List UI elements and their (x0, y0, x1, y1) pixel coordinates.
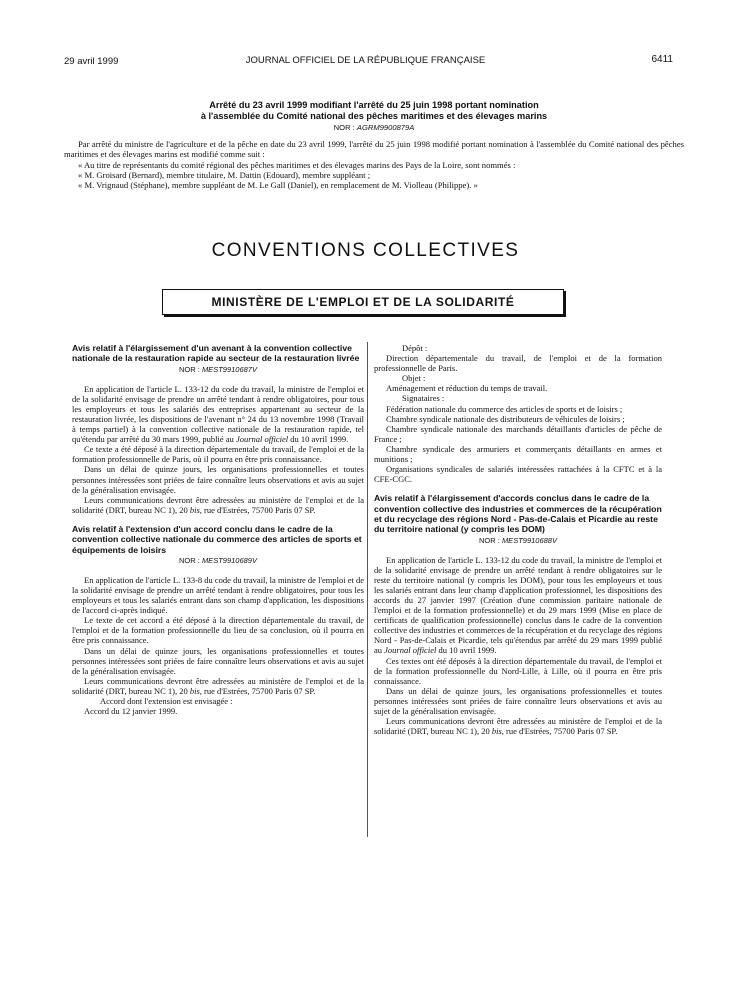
signataire-item: Chambre syndicale des armuriers et commerçants détaillants en armes et munitions ; (374, 443, 662, 465)
signataire-item: Fédération nationale du commerce des articles de sports et de loisirs ; (386, 403, 623, 414)
avis-text: Leurs communications devront être adressées au ministère de l'emploi et de la solidarité (DRT, bureau NC 1), 20 (374, 716, 662, 737)
avis-paragraph (374, 555, 662, 656)
nor-label: NOR : (179, 364, 200, 374)
avis-paragraph (72, 495, 364, 515)
objet-text: Aménagement et réduction du temps de travail. (386, 383, 548, 394)
left-column (72, 343, 364, 716)
avis-title: Avis relatif à l'extension d'un accord conclu dans le cadre de la convention collective nationale du commerce des articles de sports et équipements de loisirs (72, 523, 362, 555)
arrete-block (64, 100, 684, 190)
avis-nor (72, 365, 364, 375)
nor-code: MEST9910689V (201, 555, 257, 565)
avis-paragraph (72, 384, 364, 445)
spacer (374, 484, 662, 493)
nor-label: NOR : (179, 555, 200, 565)
arrete-body (64, 139, 684, 190)
signataire-item: Organisations syndicales de salariés intéressées rattachées à la CFTC et à la CFE-CGC. (374, 464, 662, 485)
depot-label: Dépôt : (402, 343, 428, 353)
avis-text: rue d'Estrées, 75700 Paris 07 SP. (506, 726, 618, 737)
arrete-title (64, 100, 684, 122)
avis-text: du 10 avril 1999. (290, 434, 349, 445)
avis-text: rue d'Estrées, 75700 Paris 07 SP. (204, 685, 316, 696)
avis-italic-text: bis, (189, 685, 202, 696)
avis-text: rue d'Estrées, 75700 Paris 07 SP. (204, 504, 316, 515)
arrete-para: « Au titre de représentants du comité régional des pêches maritimes et des élevages marins des Pays de la Loire, sont nommés : (78, 159, 516, 170)
avis-paragraph: Ce texte a été déposé à la direction départementale du travail, de l'emploi et de la formation professionnelle de Paris, où il pourra en être pris connaissance. (72, 444, 364, 465)
avis-italic-text: bis, (491, 726, 504, 737)
avis-italic-text: Journal officiel (384, 645, 437, 656)
header-page-number: 6411 (651, 54, 673, 65)
arrete-nor (64, 123, 684, 132)
avis-paragraph: Accord dont l'extension est envisagée : (100, 696, 233, 707)
avis-paragraph: Le texte de cet accord a été déposé à la direction départementale du travail, de l'emploi et de la formation professionnelle du lieu de sa conclusion, où il pourra en être pris connaissance. (72, 615, 364, 646)
avis-paragraph: Dans un délai de quinze jours, les organisations professionnelles et toutes personnes intéressées sont priées de faire connaître leurs observations et avis au sujet de la généralisation envisagée. (72, 464, 364, 495)
objet-label: Objet : (402, 373, 426, 384)
column-divider (367, 342, 368, 837)
nor-code: MEST9910688V (501, 535, 557, 545)
avis-italic-text: Journal officiel (235, 434, 289, 445)
section-title: CONVENTIONS COLLECTIVES (211, 240, 520, 261)
header-journal-title: JOURNAL OFFICIEL DE LA RÉPUBLIQUE FRANÇAISE (245, 55, 486, 66)
arrete-para: Par arrêté du ministre de l'agriculture et de la pêche en date du 23 avril 1999, l'arrêté du 25 juin 1998 modifié portant nomination à l'assemblée du Comité national des pêches maritimes et des élevages marins est modifié comme suit : (64, 139, 684, 160)
avis-paragraph: Accord du 12 janvier 1999. (84, 706, 178, 717)
avis-paragraph: Dans un délai de quinze jours, les organisations professionnelles et toutes personnes intéressées sont priées de faire connaître leurs observations et avis au sujet de la généralisation envisagée. (374, 685, 662, 716)
ministry-banner (162, 289, 564, 315)
signataires-label: Signataires : (402, 393, 445, 404)
avis-title: Avis relatif à l'élargissement d'accords conclus dans le cadre de la convention collective des industries et commerces de la récupération et du recyclage des régions Nord - Pas-de-Calais et Picardie au reste du territoire national (y compris les DOM) (374, 493, 662, 535)
depot-text: Direction départementale du travail, de l'emploi et de la formation professionnelle de Paris. (374, 353, 662, 374)
avis-text: Leurs communications devront être adressées au ministère de l'emploi et de la solidarité (DRT, bureau NC 1), 20 (72, 494, 364, 515)
avis-text: du 10 avril 1999. (438, 645, 497, 656)
header-date: 29 avril 1999 (64, 56, 119, 67)
arrete-nor-code: AGRM9900879A (356, 123, 415, 132)
avis-paragraph: Ces textes ont été déposés à la direction départementale du travail, de l'emploi et de la formation professionnelle du Nord-Lille, à Lille, où il pourra en être pris connaissance. (374, 655, 662, 686)
avis-title: Avis relatif à l'élargissement d'un avenant à la convention collective nationale de la restauration rapide au secteur de la restauration livrée (72, 343, 360, 364)
ministry-label: MINISTÈRE DE L'EMPLOI ET DE LA SOLIDARITÉ (211, 295, 515, 309)
arrete-nor-label: NOR : (333, 123, 355, 132)
arrete-para: « M. Groisard (Bernard), membre titulaire, M. Dattin (Edouard), membre suppléant ; (78, 169, 371, 180)
avis-nor (72, 556, 364, 566)
arrete-para: « M. Vrignaud (Stéphane), membre suppléant de M. Le Gall (Daniel), en remplacement de M. Violleau (Philippe). » (78, 180, 478, 191)
avis-nor (374, 536, 662, 546)
spacer (72, 515, 364, 524)
right-column (374, 343, 662, 736)
nor-code: MEST9910687V (201, 364, 257, 374)
signataire-item: Chambre syndicale nationale des distributeurs de véhicules de loisirs ; (386, 413, 625, 424)
avis-text: En application de l'article L. 133-12 du code du travail, la ministre de l'emploi et de la solidarité envisage de prendre un arrêté tendant à rendre obligatoires, pour tous les employeurs et tous les salariés des entreprises appartenant au secteur de la restauration livrée, les dispositions de l'avenant n° 24 du 13 novembre 1998 (Travail à temps partiel) à la convention collective nationale de la restauration rapide, tel qu'étendu par arrêté du 30 mars 1999, publié au (72, 383, 364, 445)
nor-label: NOR : (479, 535, 500, 545)
avis-italic-text: bis, (189, 504, 202, 515)
arrete-title-line2: à l'assemblée du Comité national des pêches maritimes et des élevages marins (200, 111, 548, 121)
avis-text: Leurs communications devront être adressées au ministère de l'emploi et de la solidarité (DRT, bureau NC 1), 20 (72, 675, 364, 696)
avis-paragraph: En application de l'article L. 133-8 du code du travail, la ministre de l'emploi et de la solidarité envisage de prendre un arrêté tendant à rendre obligatoires, pour tous les employeurs et tous les salariés entrant dans son champ d'application, les dispositions de l'accord ci-après indiqué. (72, 574, 364, 616)
avis-text: En application de l'article L. 133-12 du code du travail, la ministre de l'emploi et de la solidarité envisage de prendre un arrêté tendant à rendre obligatoires sur le reste du territoire national (y compris les DOM), pour tous les employeurs et tous les salariés entrant dans leur champ d'application professionnel, les dispositions des accords du 27 janvier 1997 (Création d'une commission paritaire nationale de l'emploi et de la formation professionnelle) et du 29 mars 1999 (Mise en place de certificats de qualification professionnelle) conclus dans le cadre de la convention collective des industries et commerces de la récupération et du recyclage des régions Nord - Pas-de-Calais et Picardie, tels qu'étendus par arrêté du 29 mars 1999 publié au (374, 554, 662, 656)
avis-paragraph: Dans un délai de quinze jours, les organisations professionnelles et toutes personnes intéressées sont priées de faire connaître leurs observations et avis au sujet de la généralisation envisagée. (72, 645, 364, 676)
avis-paragraph (72, 676, 364, 696)
signataire-item: Chambre syndicale nationale des marchands détaillants d'articles de pêche de France ; (374, 423, 662, 444)
arrete-title-line1: Arrêté du 23 avril 1999 modifiant l'arrêté du 25 juin 1998 portant nomination (209, 100, 539, 110)
avis-paragraph (374, 716, 662, 736)
